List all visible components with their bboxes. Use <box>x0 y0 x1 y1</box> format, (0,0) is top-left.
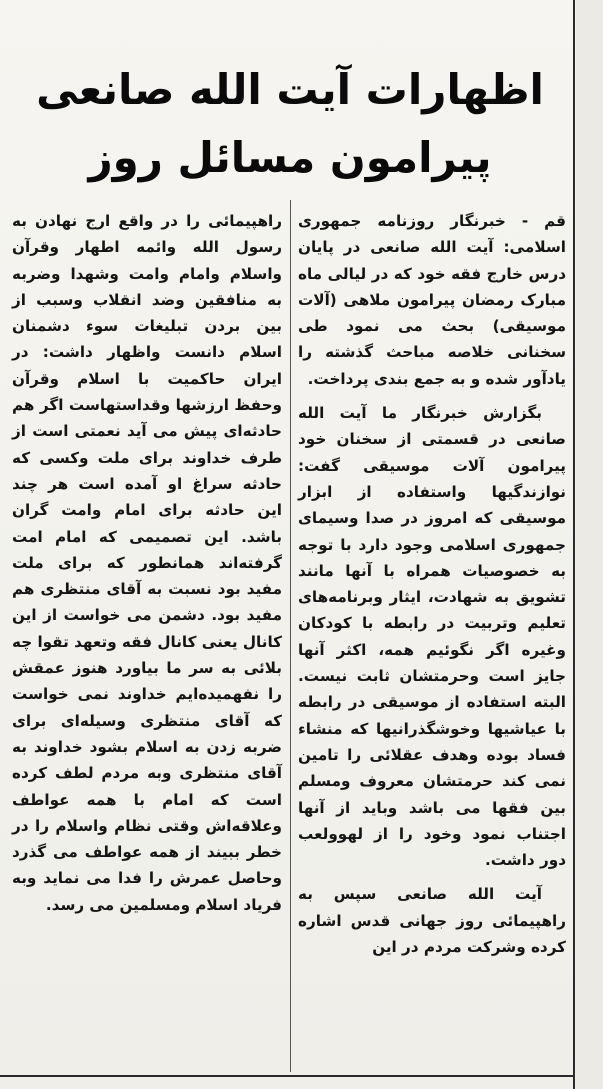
column-rule-bottom <box>0 1075 575 1077</box>
paragraph: آیت الله صانعی سپس به راهپیمائی روز جهانی قدس اشاره کرده وشرکت مردم در این <box>298 885 566 957</box>
headline-line-2: پیرامون مسائل روز <box>88 133 492 182</box>
paragraph: قم - خبرنگار روزنامه جمهوری اسلامی: آیت الله صانعی در پایان درس خارج فقه خود که در لیالی ماه مبارک رمضان پیرامون ملاهی (آلات موسیقی) بحث می نمود طی سخنانی خلاصه مباحث گذشته را یادآور شده و به جمع بندی پرداخت. <box>298 212 566 388</box>
paragraph: راهپیمائی را در واقع ارج نهادن به رسول الله وائمه اطهار وقرآن واسلام وامام وامت وشهدا وضربه به منافقین وضد انقلاب وسبب از بین بردن تبلیغات سوء دشمنان اسلام دانست واظهار داشت: در ایران حاکمیت با اسلام وقرآن وحفظ ارزشها وقداستهاست اگر هم حادثه‌ای پیش می آید نعمتی است از طرف خداوند برای ملت وکسی که حادثه سراغ او آمده است هر چند این حادثه برای امام وامت گران باشد. این تصمیمی که امام امت گرفته‌اند همانطور که برای ملت مفید بود نسبت به آقای منتظری هم مفید بود. دشمن می خواست از این کانال یعنی کانال فقه وتعهد تقوا چه بلائی به سر ما بیاورد هنوز عمقش را نفهمیده‌ایم خداوند نمی خواست که آقای منتظری وسیله‌ای برای ضربه زدن به اسلام بشود خداوند به آقای منتظری وبه مردم لطف کرده است که امام با همه عواطف وعلاقه‌اش وقتی نظام واسلام را در خطر ببیند از همه عواطف می گذرد وحاصل عمرش را فدا می نماید وبه فریاد اسلام ومسلمین می رسد. <box>12 212 282 914</box>
article-column-left <box>12 208 282 918</box>
column-rule-right <box>573 0 575 1089</box>
headline-line-1: اظهارات آیت الله صانعی <box>36 65 544 114</box>
paragraph: بگزارش خبرنگار ما آیت الله صانعی در قسمتی از سخنان خود پیرامون آلات موسیقی گفت: نوازندگیها واستفاده از ابزار موسیقی که امروز در صدا وسیمای جمهوری اسلامی وجود دارد با توجه به خصوصیات همراه با آنها مانند تشویق به شهادت، ایثار وبرنامه‌های تعلیم وتربیت در رابطه با کودکان وغیره اگر نگوئیم همه، اکثر آنها جایز است وحرمتشان ثابت نیست. البته استفاده از موسیقی در رابطه با عیاشیها وخوشگذرانیها که منشاء فساد بوده وهدف عقلائی را تامین نمی کند حرمتشان معروف ومسلم بین فقها می باشد وباید از آنها اجتناب نمود وخود را از لهوولعب دور داشت. <box>298 404 566 870</box>
column-divider <box>290 200 291 1072</box>
page-margin <box>576 0 603 1089</box>
article-column-right <box>298 208 566 960</box>
